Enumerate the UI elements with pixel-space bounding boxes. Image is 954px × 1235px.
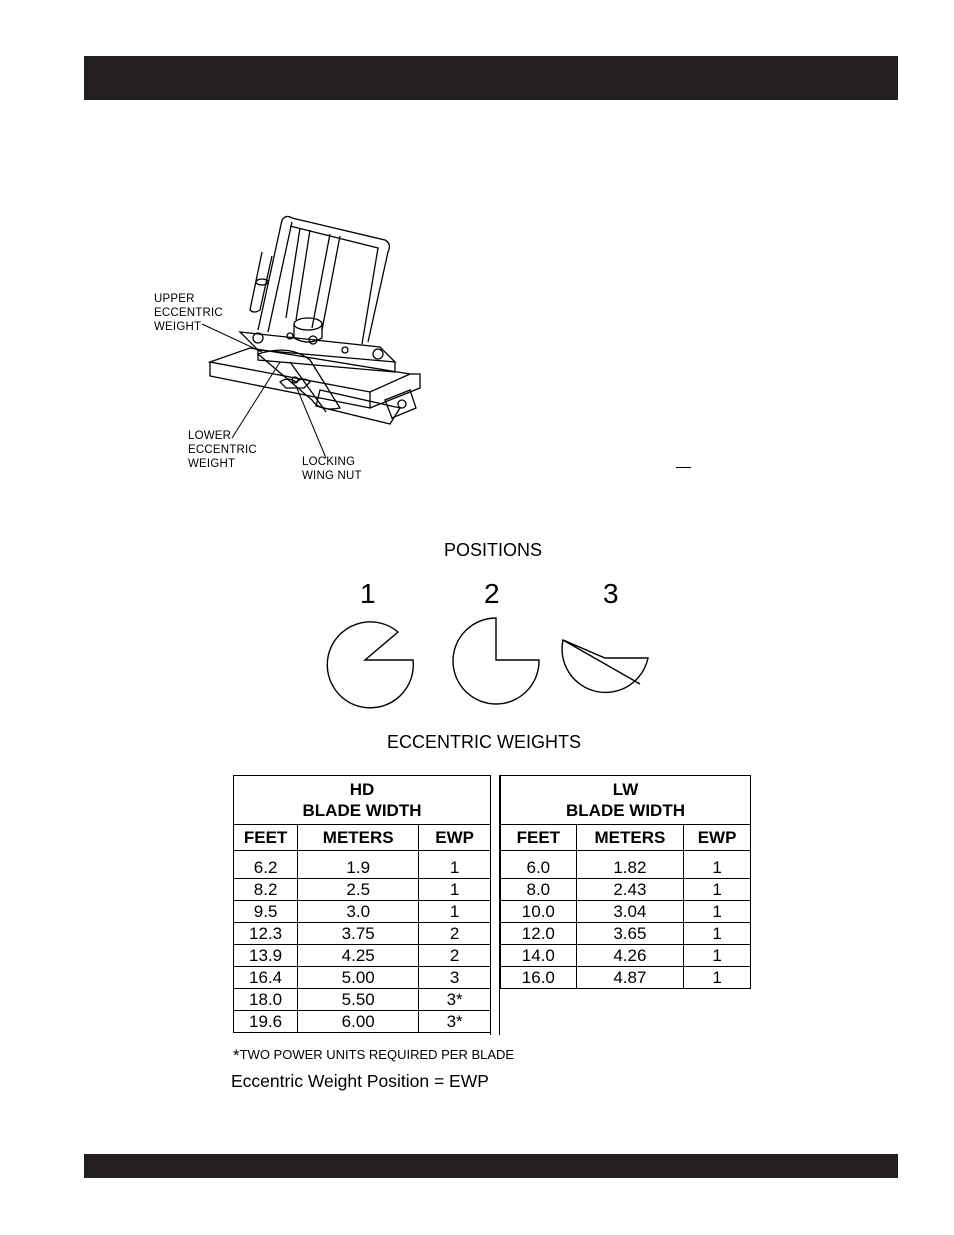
lw-blade-width-table [500,775,751,989]
lw-feet-header: FEET [501,825,577,851]
position-2-weight-shape [453,618,539,704]
footnote: *TWO POWER UNITS REQUIRED PER BLADE [233,1046,515,1065]
ewp-legend: Eccentric Weight Position = EWP [231,1071,489,1091]
position-1-weight-shape [327,622,413,708]
lw-ewp-header: EWP [684,825,751,851]
lw-group-header: LW BLADE WIDTH [501,776,751,825]
table-row: 16.4 5.00 3 [234,967,491,989]
dash-mark [676,467,691,468]
table-row: 12.0 3.65 1 [501,923,751,945]
table-row: 14.0 4.26 1 [501,945,751,967]
table-row: 19.6 6.00 3* [234,1011,491,1033]
table-row: 10.0 3.04 1 [501,901,751,923]
table-row: 6.0 1.82 1 [501,857,751,879]
table-row: 8.2 2.5 1 [234,879,491,901]
table-row: 16.0 4.87 1 [501,967,751,989]
table-row: 6.2 1.9 1 [234,857,491,879]
hd-ewp-header: EWP [419,825,491,851]
position-3-label: 3 [603,578,619,609]
table-row: 13.9 4.25 2 [234,945,491,967]
lw-meters-header: METERS [576,825,683,851]
table-divider [490,775,500,1035]
footer-bar [84,1154,898,1178]
table-row: 18.0 5.50 3* [234,989,491,1011]
eccentric-positions-diagram [320,610,660,710]
position-2-label: 2 [484,578,500,609]
lower-eccentric-weight-label: LOWER ECCENTRIC WEIGHT [188,430,257,470]
position-1-label: 1 [360,578,376,609]
hd-feet-header: FEET [234,825,298,851]
position-3-weight-shape [562,640,648,692]
header-bar [84,56,898,100]
table-row: 12.3 3.75 2 [234,923,491,945]
hd-meters-header: METERS [298,825,419,851]
table-row: 8.0 2.43 1 [501,879,751,901]
hd-blade-width-table [233,775,491,1033]
hd-group-header: HD BLADE WIDTH [234,776,491,825]
eccentric-weights-title: ECCENTRIC WEIGHTS [387,732,582,752]
table-row: 9.5 3.0 1 [234,901,491,923]
locking-wing-nut-label: LOCKING WING NUT [302,456,362,482]
eccentric-weight-illustration [140,212,440,492]
upper-eccentric-weight-label: UPPER ECCENTRIC WEIGHT [154,293,223,333]
